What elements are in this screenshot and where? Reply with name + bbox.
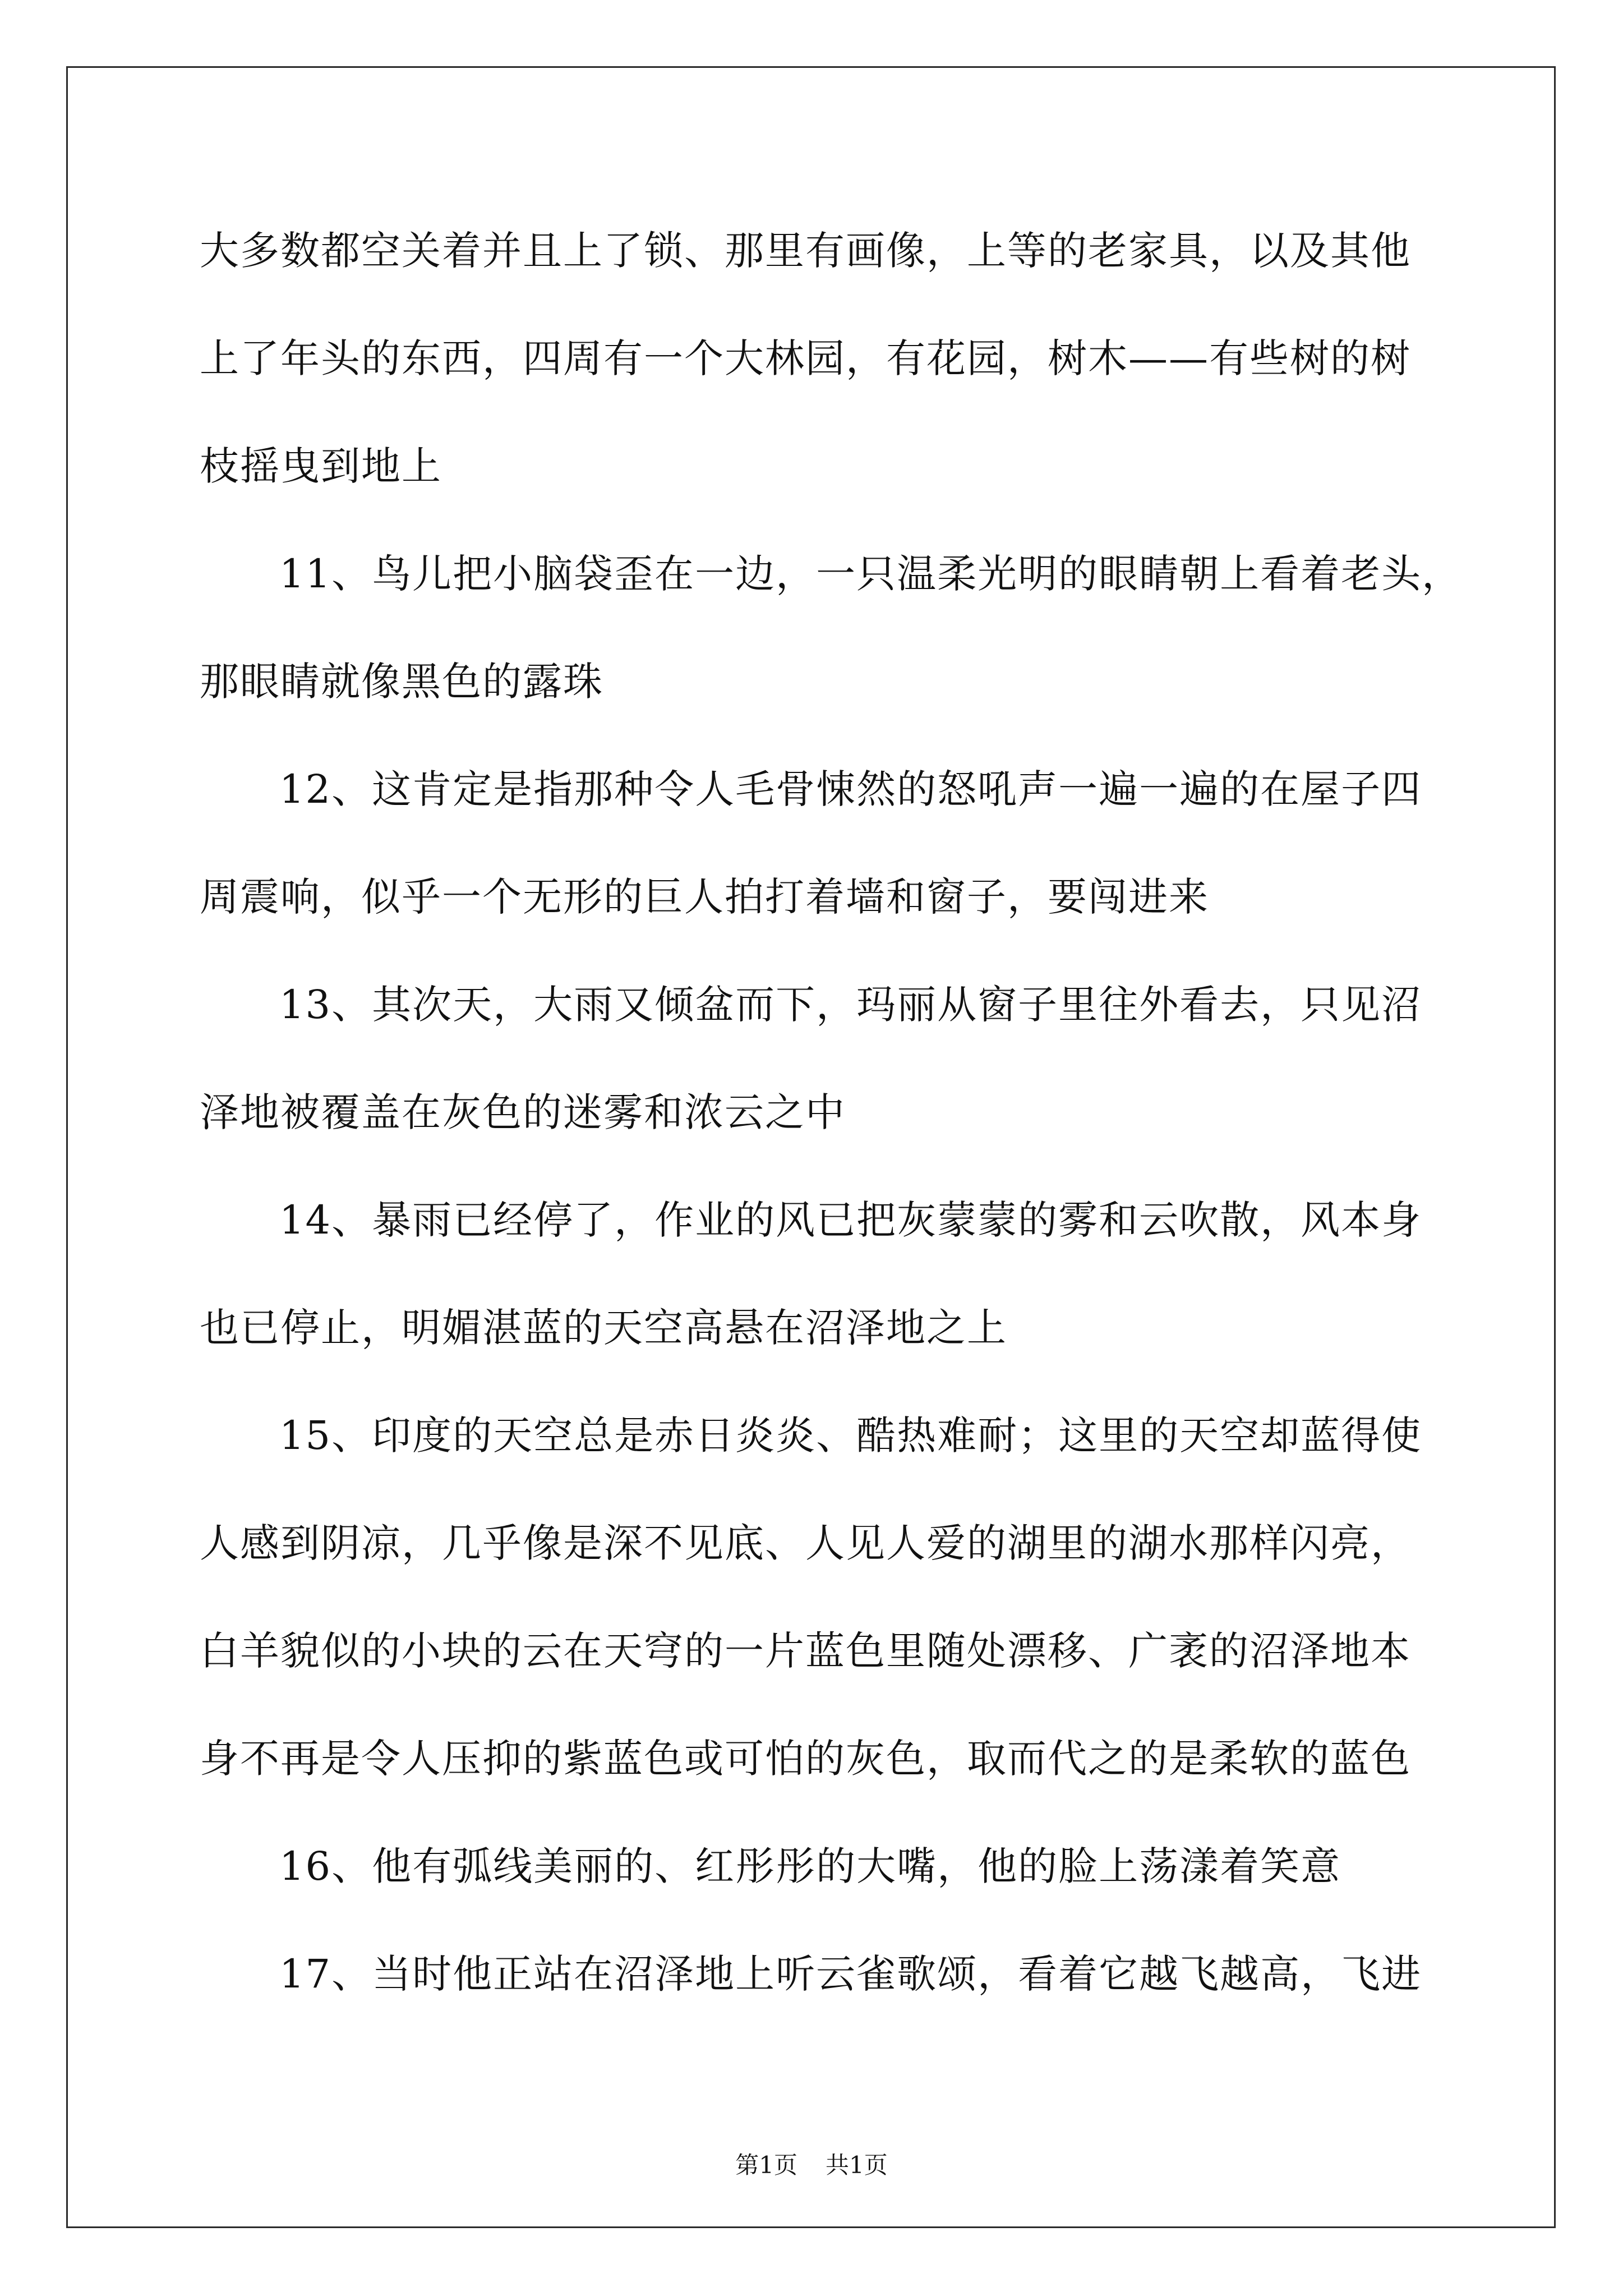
paragraph-12-line: 12、这肯定是指那种令人毛骨悚然的怒吼声一遍一遍的在屋子四 [279,766,1422,812]
text-line: 大多数都空关着并且上了锁、那里有画像，上等的老家具，以及其他 [200,228,1411,274]
page-border [66,66,1556,2228]
page-number: 第1页 [735,2151,797,2179]
text-line: 周震响，似乎一个无形的巨人拍打着墙和窗子，要闯进来 [200,874,1209,920]
page-total: 共1页 [826,2151,888,2179]
paragraph-11-line: 11、鸟儿把小脑袋歪在一边，一只温柔光明的眼睛朝上看着老头， [279,551,1463,597]
paragraph-16-line: 16、他有弧线美丽的、红彤彤的大嘴，他的脸上荡漾着笑意 [279,1843,1341,1889]
text-line: 那眼睛就像黑色的露珠 [200,659,603,705]
paragraph-15-line: 15、印度的天空总是赤日炎炎、酷热难耐；这里的天空却蓝得使 [279,1412,1422,1458]
text-line: 白羊貌似的小块的云在天穹的一片蓝色里随处漂移、广袤的沼泽地本 [200,1628,1411,1674]
paragraph-17-line: 17、当时他正站在沼泽地上听云雀歌颂，看着它越飞越高，飞进 [279,1951,1422,1997]
text-line: 也已停止，明媚湛蓝的天空高悬在沼泽地之上 [200,1305,1007,1351]
text-line: 身不再是令人压抑的紫蓝色或可怕的灰色，取而代之的是柔软的蓝色 [200,1736,1411,1782]
text-line: 泽地被覆盖在灰色的迷雾和浓云之中 [200,1089,846,1135]
text-line: 枝摇曳到地上 [200,443,442,489]
text-line: 上了年头的东西，四周有一个大林园，有花园，树木——有些树的树 [200,335,1411,381]
paragraph-14-line: 14、暴雨已经停了，作业的风已把灰蒙蒙的雾和云吹散，风本身 [279,1197,1422,1243]
paragraph-13-line: 13、其次天，大雨又倾盆而下，玛丽从窗子里往外看去，只见沼 [279,982,1422,1028]
text-line: 人感到阴凉，几乎像是深不见底、人见人爱的湖里的湖水那样闪亮， [200,1520,1411,1566]
page-footer [0,2150,1623,2181]
